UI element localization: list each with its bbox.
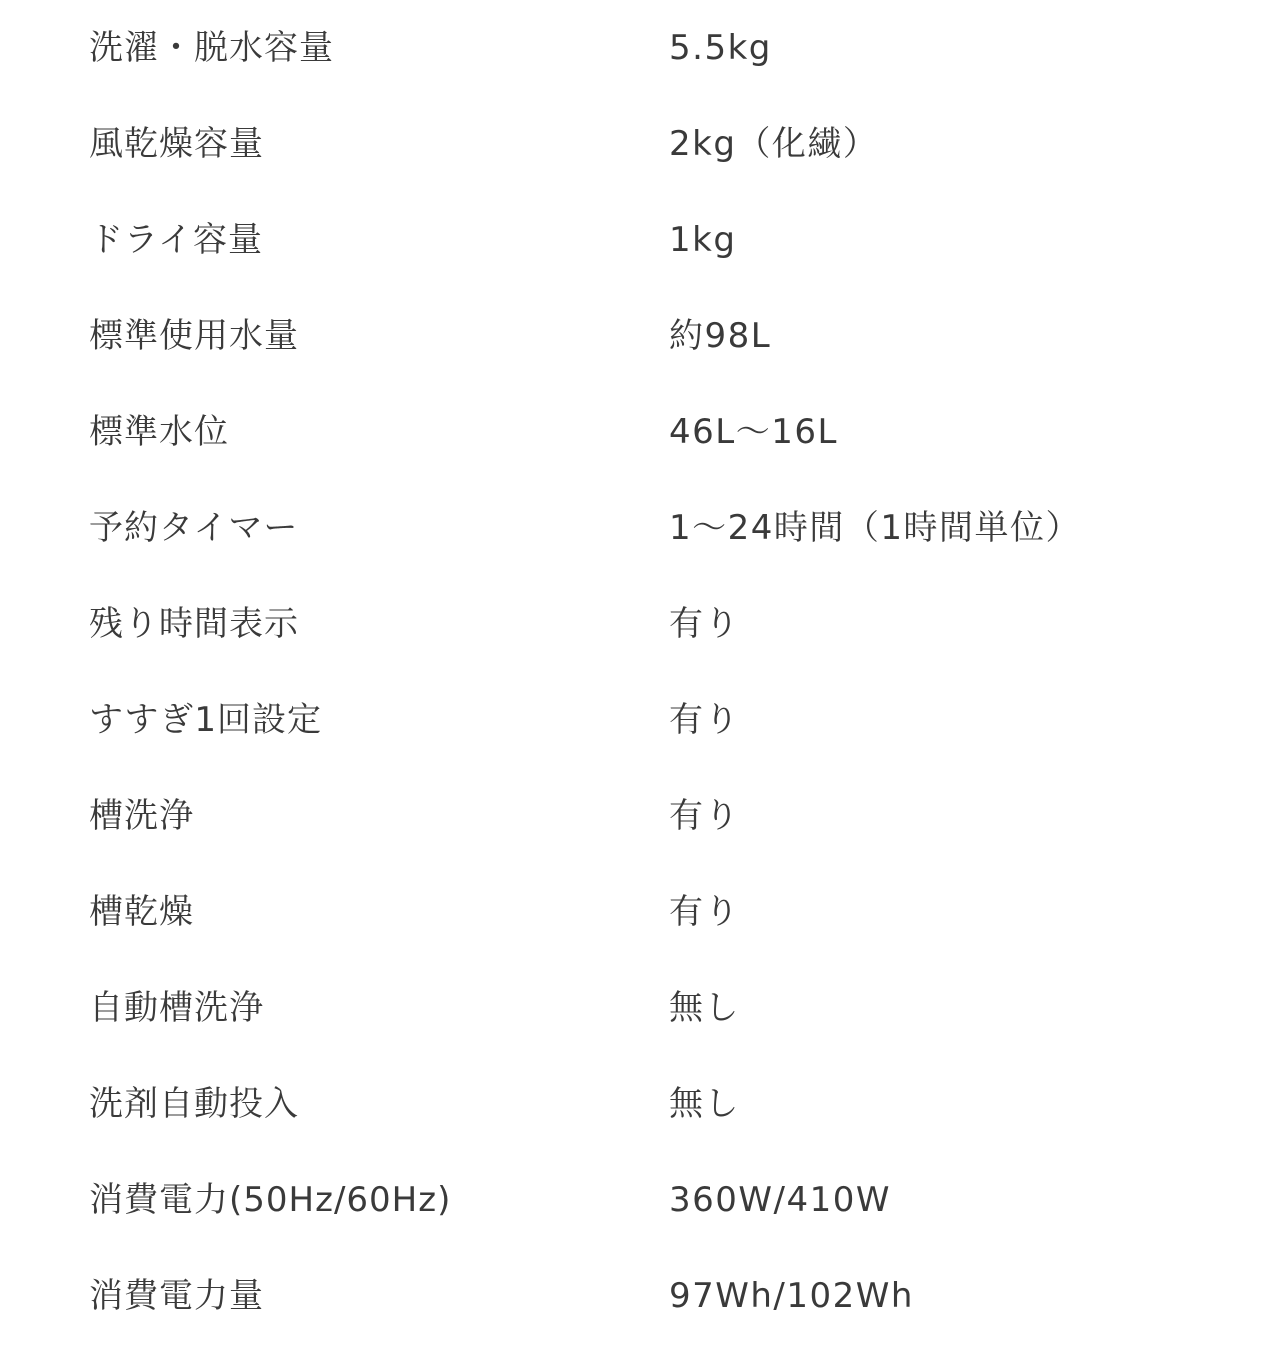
spec-value: 有り [669,604,740,644]
spec-value: 有り [669,700,740,740]
spec-label: ドライ容量 [89,220,263,260]
spec-label: すすぎ1回設定 [89,700,322,740]
spec-value: 1～24時間（1時間単位） [669,508,1082,548]
spec-row-single-rinse-setting [0,672,1279,768]
spec-label: 残り時間表示 [89,604,299,644]
spec-value: 有り [669,796,740,836]
spec-row-reservation-timer [0,480,1279,576]
spec-row-standard-water-level [0,384,1279,480]
spec-value: 2kg（化繊） [669,124,879,164]
spec-row-remaining-time-display [0,576,1279,672]
spec-row-energy-consumption [0,1248,1279,1344]
spec-row-standard-water-usage [0,288,1279,384]
spec-row-auto-detergent [0,1056,1279,1152]
spec-value: 5.5kg [669,28,772,68]
spec-value: 97Wh/102Wh [669,1276,914,1316]
spec-label: 風乾燥容量 [89,124,264,164]
spec-value: 無し [669,1084,740,1124]
spec-value: 1kg [669,220,737,260]
spec-row-tub-drying [0,864,1279,960]
spec-value: 無し [669,988,740,1028]
spec-row-tub-cleaning [0,768,1279,864]
spec-row-air-dry-capacity [0,96,1279,192]
spec-label: 槽洗浄 [89,796,194,836]
spec-row-power-consumption [0,1152,1279,1248]
spec-label: 予約タイマー [89,508,299,548]
spec-label: 洗剤自動投入 [89,1084,299,1124]
spec-label: 槽乾燥 [89,892,194,932]
spec-label: 洗濯・脱水容量 [89,28,334,68]
spec-label: 自動槽洗浄 [89,988,264,1028]
spec-row-dry-capacity [0,192,1279,288]
spec-label: 標準水位 [89,412,229,452]
spec-row-wash-capacity [0,0,1279,96]
spec-value: 約98L [669,316,772,356]
spec-label: 消費電力量 [89,1276,264,1316]
spec-value: 有り [669,892,740,932]
spec-label: 消費電力(50Hz/60Hz) [89,1180,452,1220]
spec-row-auto-tub-cleaning [0,960,1279,1056]
spec-value: 360W/410W [669,1180,891,1220]
spec-value: 46L～16L [669,412,838,452]
spec-label: 標準使用水量 [89,316,299,356]
